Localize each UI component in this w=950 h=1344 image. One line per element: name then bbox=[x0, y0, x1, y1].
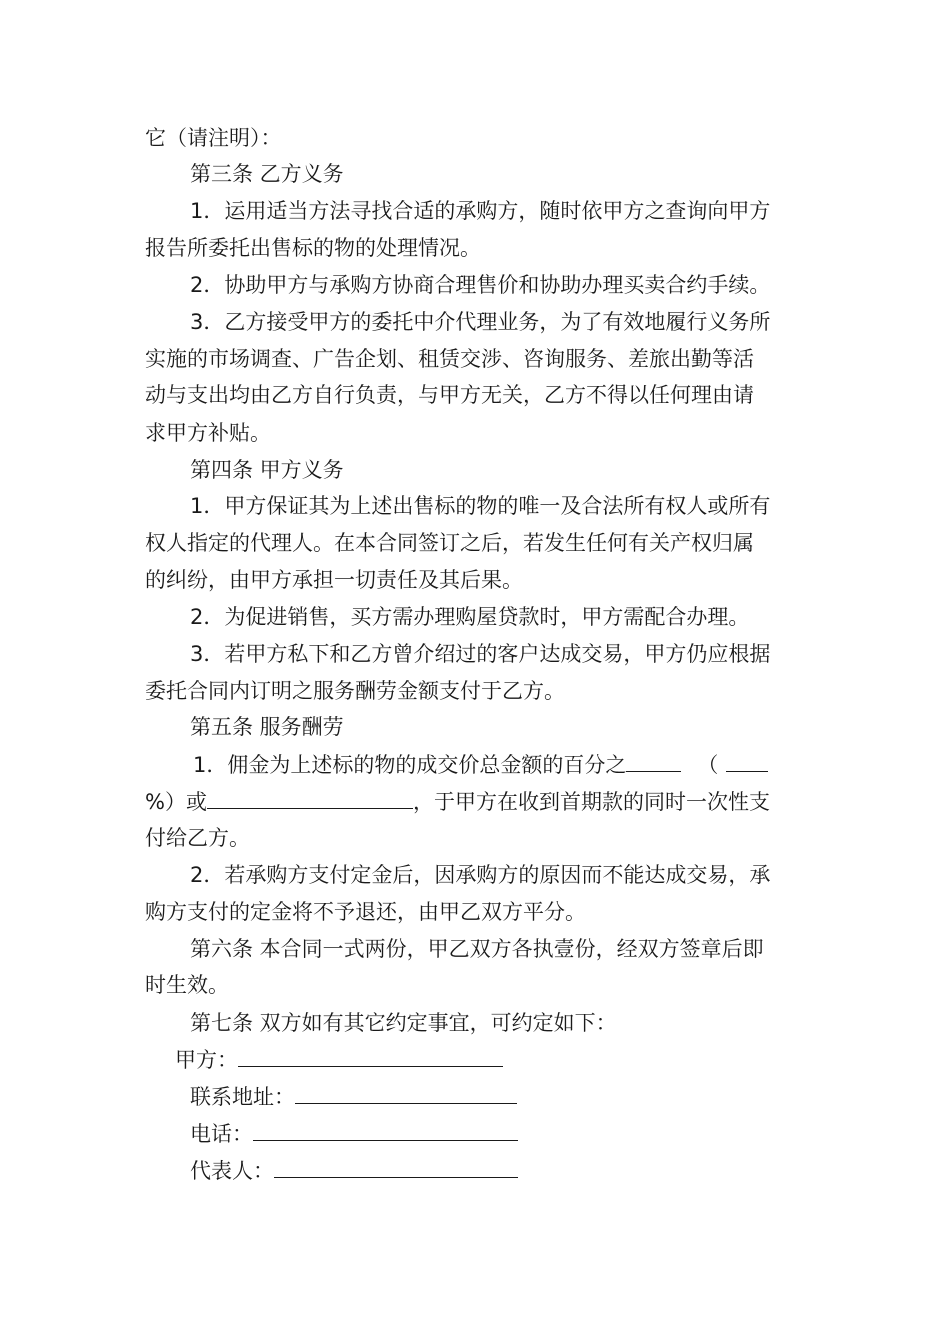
text-line: 求甲方补贴。 bbox=[145, 421, 271, 445]
text-line: 2．若承购方支付定金后，因承购方的原因而不能达成交易，承 bbox=[190, 863, 771, 887]
text-line: 3．若甲方私下和乙方曾介绍过的客户达成交易，甲方仍应根据 bbox=[190, 642, 771, 666]
payment-text: ，于甲方在收到首期款的同时一次性支 bbox=[412, 790, 770, 814]
percent-or-text: %）或 bbox=[145, 790, 207, 814]
representative-field bbox=[190, 1155, 518, 1186]
percent-blank[interactable] bbox=[626, 749, 681, 772]
phone-field bbox=[190, 1118, 518, 1149]
commission-text: 1．佣金为上述标的物的成交价总金额的百分之 bbox=[193, 753, 627, 777]
representative-label: 代表人： bbox=[190, 1159, 274, 1183]
article-7: 第七条 双方如有其它约定事宜，可约定如下： bbox=[190, 1011, 617, 1035]
article-6: 第六条 本合同一式两份，甲乙双方各执壹份，经双方签章后即 bbox=[190, 937, 764, 961]
party-a-label: 甲方： bbox=[175, 1048, 238, 1072]
text-line: 它（请注明）： bbox=[145, 126, 282, 150]
text-line: 委托合同内订明之服务酬劳金额支付于乙方。 bbox=[145, 679, 565, 703]
address-blank[interactable] bbox=[295, 1081, 517, 1104]
phone-label: 电话： bbox=[190, 1122, 253, 1146]
text-line: 报告所委托出售标的物的处理情况。 bbox=[145, 236, 481, 260]
commission-line bbox=[193, 749, 768, 780]
text-line: 1．运用适当方法寻找合适的承购方，随时依甲方之查询向甲方 bbox=[190, 199, 771, 223]
representative-blank[interactable] bbox=[274, 1155, 518, 1178]
text-line: 2．协助甲方与承购方协商合理售价和协助办理买卖合约手续。 bbox=[190, 273, 771, 297]
text-line: 2．为促进销售，买方需办理购屋贷款时，甲方需配合办理。 bbox=[190, 605, 750, 629]
text-line: 动与支出均由乙方自行负责，与甲方无关，乙方不得以任何理由请 bbox=[145, 383, 754, 407]
article-5-heading: 第五条 服务酬劳 bbox=[190, 715, 344, 739]
text-line: 付给乙方。 bbox=[145, 826, 250, 850]
party-a-blank[interactable] bbox=[238, 1044, 503, 1067]
percent-value-blank[interactable] bbox=[726, 749, 768, 772]
text-line: 购方支付的定金将不予退还，由甲乙双方平分。 bbox=[145, 900, 586, 924]
text-line: 3．乙方接受甲方的委托中介代理业务，为了有效地履行义务所 bbox=[190, 310, 771, 334]
party-a-field bbox=[175, 1044, 503, 1075]
text-line: 实施的市场调查、广告企划、租赁交涉、咨询服务、差旅出勤等活 bbox=[145, 347, 754, 371]
article-4-heading: 第四条 甲方义务 bbox=[190, 458, 344, 482]
article-3-heading: 第三条 乙方义务 bbox=[190, 162, 344, 186]
text-line: 权人指定的代理人。在本合同签订之后，若发生任何有关产权归属 bbox=[145, 531, 754, 555]
text-line: 1．甲方保证其为上述出售标的物的唯一及合法所有权人或所有 bbox=[190, 494, 771, 518]
address-field bbox=[190, 1081, 517, 1112]
address-label: 联系地址： bbox=[190, 1085, 295, 1109]
phone-blank[interactable] bbox=[253, 1118, 518, 1141]
text-line: 时生效。 bbox=[145, 973, 229, 997]
open-paren: （ bbox=[697, 753, 719, 777]
commission-line-2 bbox=[145, 786, 770, 817]
text-line: 的纠纷，由甲方承担一切责任及其后果。 bbox=[145, 568, 523, 592]
amount-blank[interactable] bbox=[207, 786, 413, 809]
